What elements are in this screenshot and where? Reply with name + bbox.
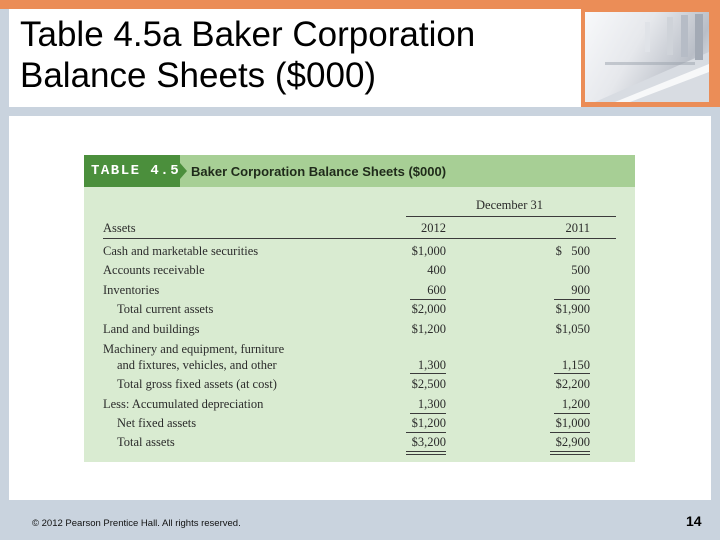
row-value-2011: 1,200 [561, 397, 590, 411]
row-value-2011: 500 [571, 263, 590, 277]
row-value-2011: 900 [571, 283, 590, 297]
slide-title-line-1: Table 4.5a Baker Corporation [20, 15, 476, 54]
slide-title-line-2: Balance Sheets ($000) [20, 56, 377, 95]
subtotal-rule [410, 413, 446, 414]
row-value-2012: $2,500 [411, 377, 446, 391]
year-heading-2012: 2012 [421, 221, 446, 235]
row-label: Net fixed assets [117, 416, 197, 430]
subtotal-rule [410, 299, 446, 300]
row-label: Total assets [117, 435, 175, 449]
period-header: December 31 [476, 198, 543, 212]
subtotal-rule [554, 413, 590, 414]
subtotal-rule [410, 373, 446, 374]
row-label: Total current assets [117, 302, 214, 316]
top-accent-rule [0, 0, 720, 9]
total-double-rule [406, 454, 446, 455]
row-label: Machinery and equipment, furniture [103, 342, 285, 356]
subtotal-rule [554, 373, 590, 374]
row-value-2012: 1,300 [417, 397, 446, 411]
total-double-rule [550, 454, 590, 455]
tag-arrow-icon [180, 163, 187, 179]
row-value-2012: $2,000 [411, 302, 446, 316]
subtotal-rule [550, 432, 590, 433]
copyright-notice: © 2012 Pearson Prentice Hall. All rights reserved. [32, 518, 241, 529]
table-number-label: TABLE 4.5 [91, 163, 181, 179]
row-value-2011: $2,900 [555, 435, 590, 449]
row-value-2012: $1,200 [411, 322, 446, 336]
year-heading-2011: 2011 [565, 221, 590, 235]
row-value-2012: 600 [427, 283, 446, 297]
row-value-2011: $1,050 [555, 322, 590, 336]
total-double-rule [550, 451, 590, 452]
row-label: Cash and marketable securities [103, 244, 259, 258]
subtotal-rule [406, 432, 446, 433]
row-value-2012: 400 [427, 263, 446, 277]
subtotal-rule [554, 299, 590, 300]
row-value-2011: $1,000 [555, 416, 590, 430]
row-label: Inventories [103, 283, 160, 297]
page-number: 14 [686, 513, 702, 529]
row-label: Land and buildings [103, 322, 200, 336]
row-value-2011: $2,200 [555, 377, 590, 391]
row-value-2012: $3,200 [411, 435, 446, 449]
total-double-rule [406, 451, 446, 452]
period-header-rule [406, 216, 616, 217]
table-caption: Baker Corporation Balance Sheets ($000) [191, 164, 447, 179]
row-label: Total gross fixed assets (at cost) [117, 377, 277, 391]
assets-column-heading: Assets [103, 221, 136, 235]
header-rule [103, 238, 616, 239]
row-value-2011: $1,900 [555, 302, 590, 316]
conference-room-photo [585, 12, 709, 102]
row-value-2011: 1,150 [561, 358, 590, 372]
slide-title [20, 14, 580, 96]
row-label: and fixtures, vehicles, and other [117, 358, 277, 372]
row-value-2011: $ 500 [555, 244, 590, 258]
row-value-2012: $1,000 [411, 244, 446, 258]
row-value-2012: 1,300 [417, 358, 446, 372]
row-label: Accounts receivable [103, 263, 205, 277]
row-label: Less: Accumulated depreciation [103, 397, 264, 411]
row-value-2012: $1,200 [411, 416, 446, 430]
